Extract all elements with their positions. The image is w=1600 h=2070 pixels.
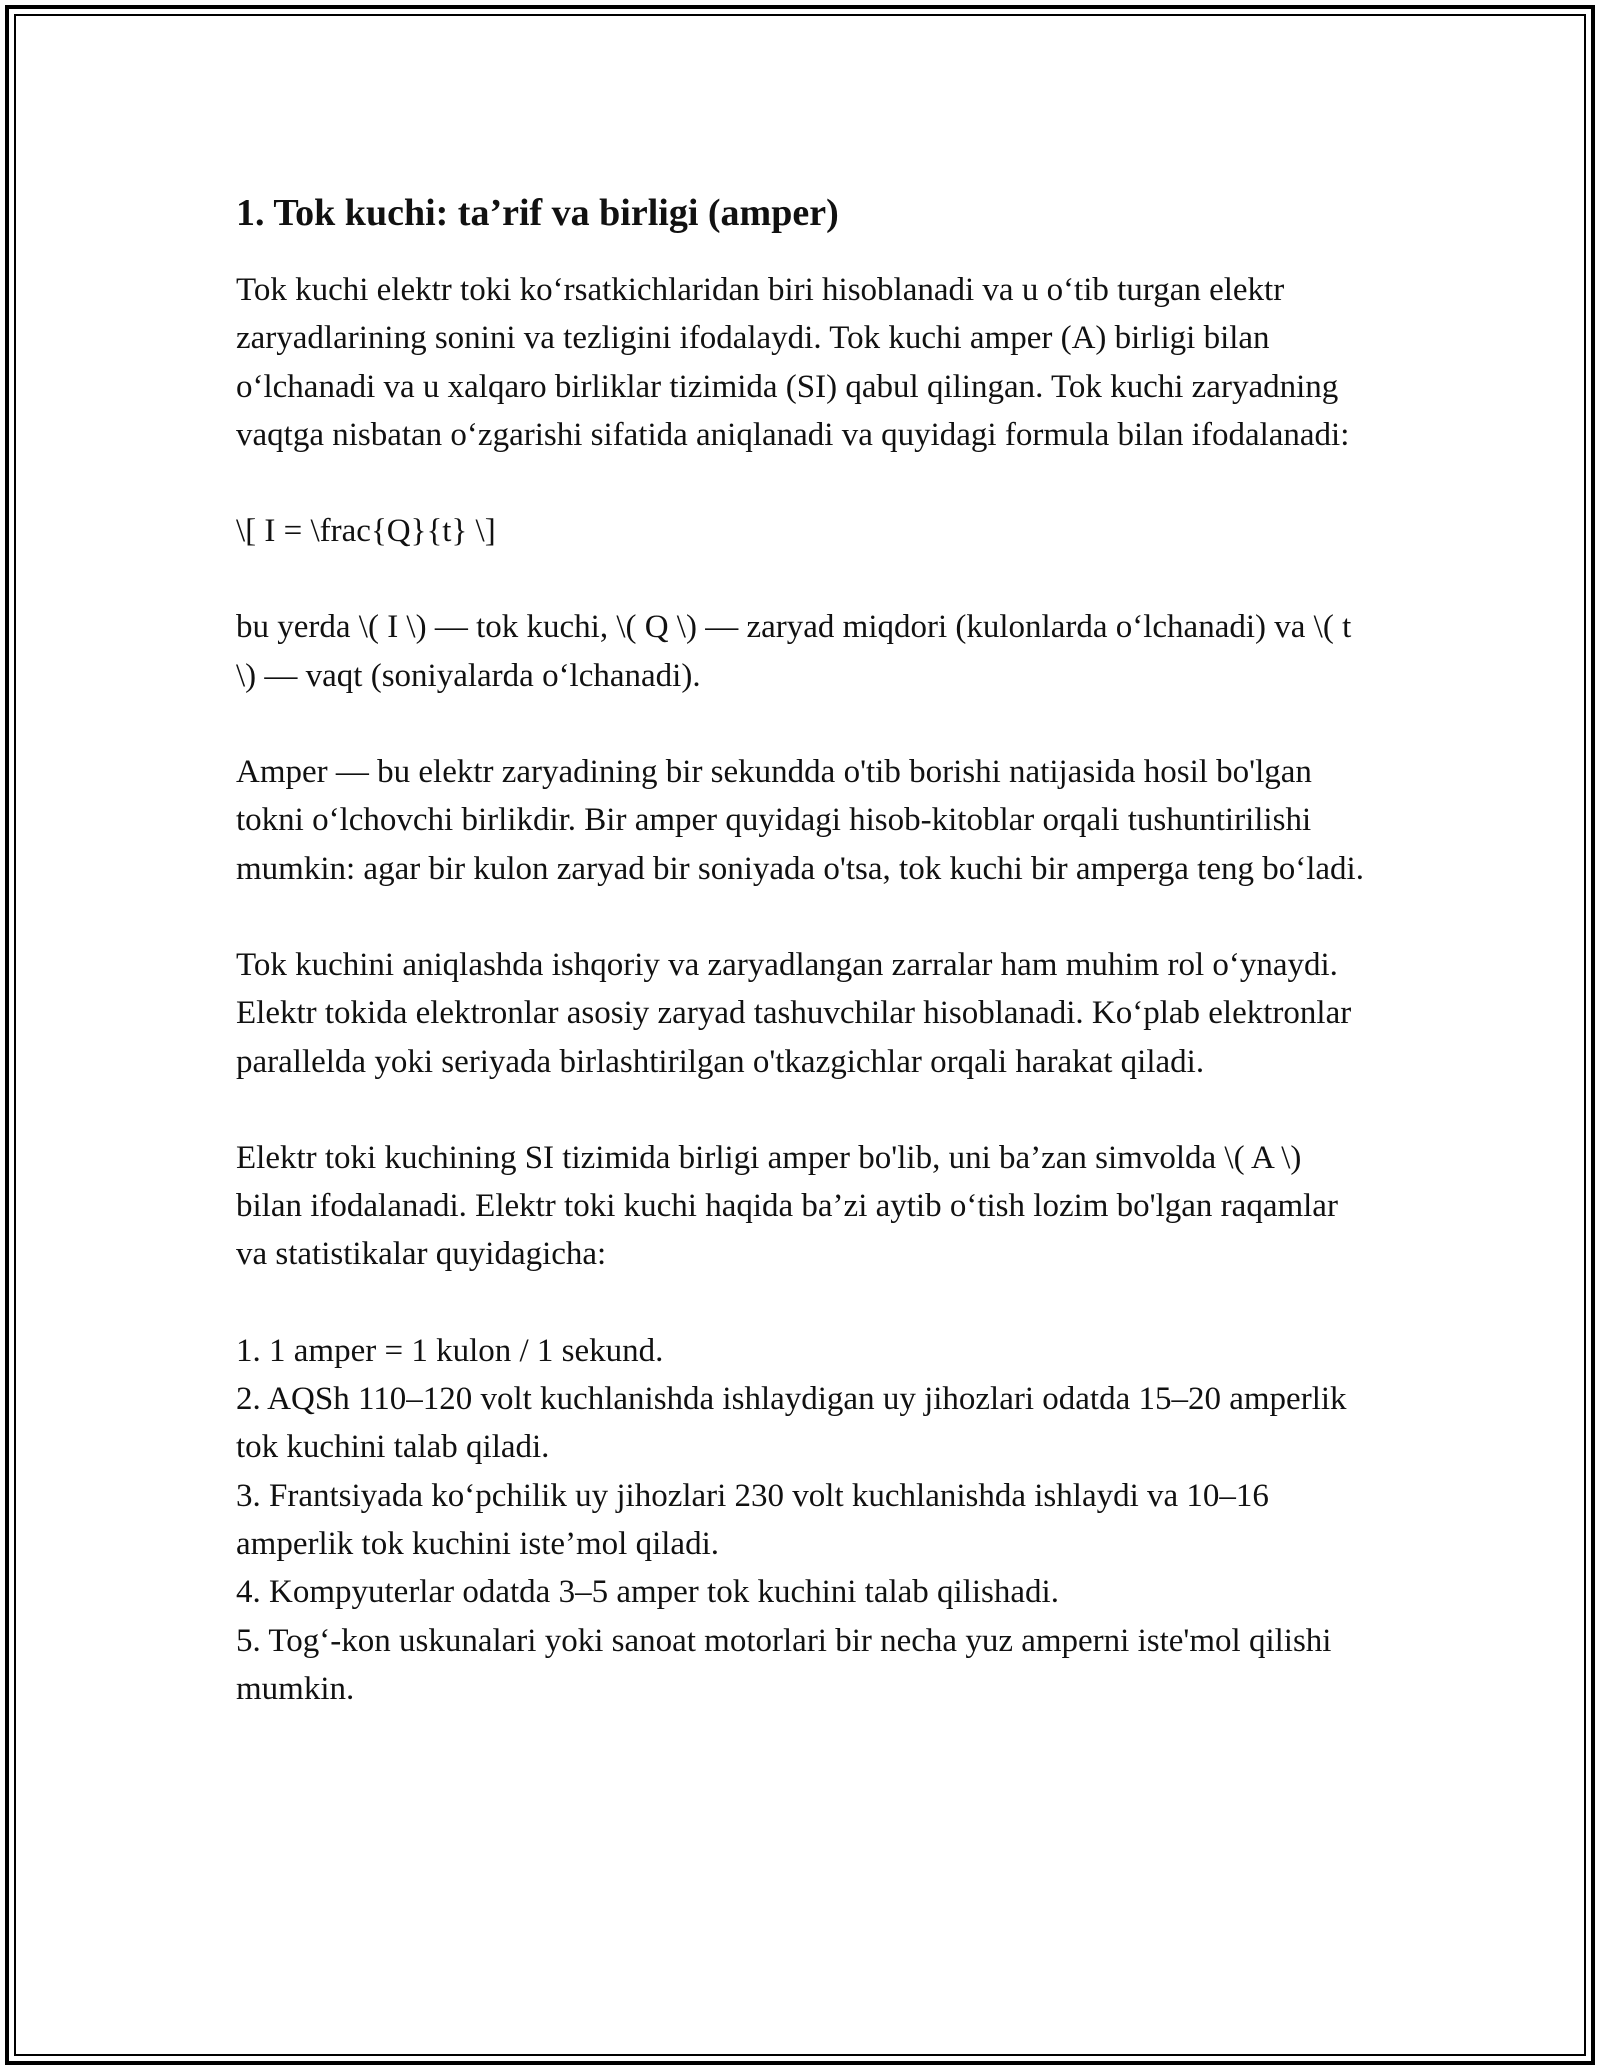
- statistics-list: [236, 1327, 1366, 1713]
- list-item: 3. Frantsiyada ko‘pchilik uy jihozlari 230 volt kuchlanishda ishlaydi va 10–16 amperlik tok kuchini iste’mol qiladi.: [236, 1477, 1269, 1562]
- intro-paragraph: Tok kuchi elektr toki ko‘rsatkichlaridan biri hisoblanadi va u o‘tib turgan elektr zaryadlarining sonini va tezligini ifodalaydi. Tok kuchi amper (A) birligi bilan o‘lchanadi va u xalqaro birliklar tizimida (SI) qabul qilingan. Tok kuchi zaryadning vaqtga nisbatan o‘zgarishi sifatida aniqlanadi va quyidagi formula bilan ifodalanadi:: [236, 272, 1350, 453]
- formula-explanation-paragraph: bu yerda \( I \) — tok kuchi, \( Q \) — zaryad miqdori (kulonlarda o‘lchanadi) va \( t \) — vaqt (soniyalarda o‘lchanadi).: [236, 609, 1352, 694]
- list-item: 1. 1 amper = 1 kulon / 1 sekund.: [236, 1332, 664, 1369]
- section-heading: 1. Tok kuchi: ta’rif va birligi (amper): [236, 192, 839, 234]
- si-unit-paragraph: Elektr toki kuchining SI tizimida birligi amper bo'lib, uni ba’zan simvolda \( A \) bilan ifodalanadi. Elektr toki kuchi haqida ba’zi aytib o‘tish lozim bo'lgan raqamlar va statistikalar quyidagicha:: [236, 1139, 1338, 1273]
- list-item: 4. Kompyuterlar odatda 3–5 amper tok kuchini talab qilishadi.: [236, 1574, 1059, 1611]
- document-body: [236, 185, 1366, 1713]
- formula-line: \[ I = \frac{Q}{t} \]: [236, 513, 496, 550]
- ampere-definition-paragraph: Amper — bu elektr zaryadining bir sekundda o'tib borishi natijasida hosil bo'lgan tokni o‘lchovchi birlikdir. Bir amper quyidagi hisob-kitoblar orqali tushuntirilishi mumkin: agar bir kulon zaryad bir soniyada o'tsa, tok kuchi bir amperga teng bo‘ladi.: [236, 754, 1364, 887]
- list-item: 5. Tog‘-kon uskunalari yoki sanoat motorlari bir necha yuz amperni iste'mol qilishi mumkin.: [236, 1622, 1332, 1707]
- list-item: 2. AQSh 110–120 volt kuchlanishda ishlaydigan uy jihozlari odatda 15–20 amperlik tok kuchini talab qiladi.: [236, 1381, 1347, 1466]
- charge-carriers-paragraph: Tok kuchini aniqlashda ishqoriy va zaryadlangan zarralar ham muhim rol o‘ynaydi. Elektr tokida elektronlar asosiy zaryad tashuvchilar hisoblanadi. Ko‘plab elektronlar parallelda yoki seriyada birlashtirilgan o'tkazgichlar orqali harakat qiladi.: [236, 946, 1352, 1080]
